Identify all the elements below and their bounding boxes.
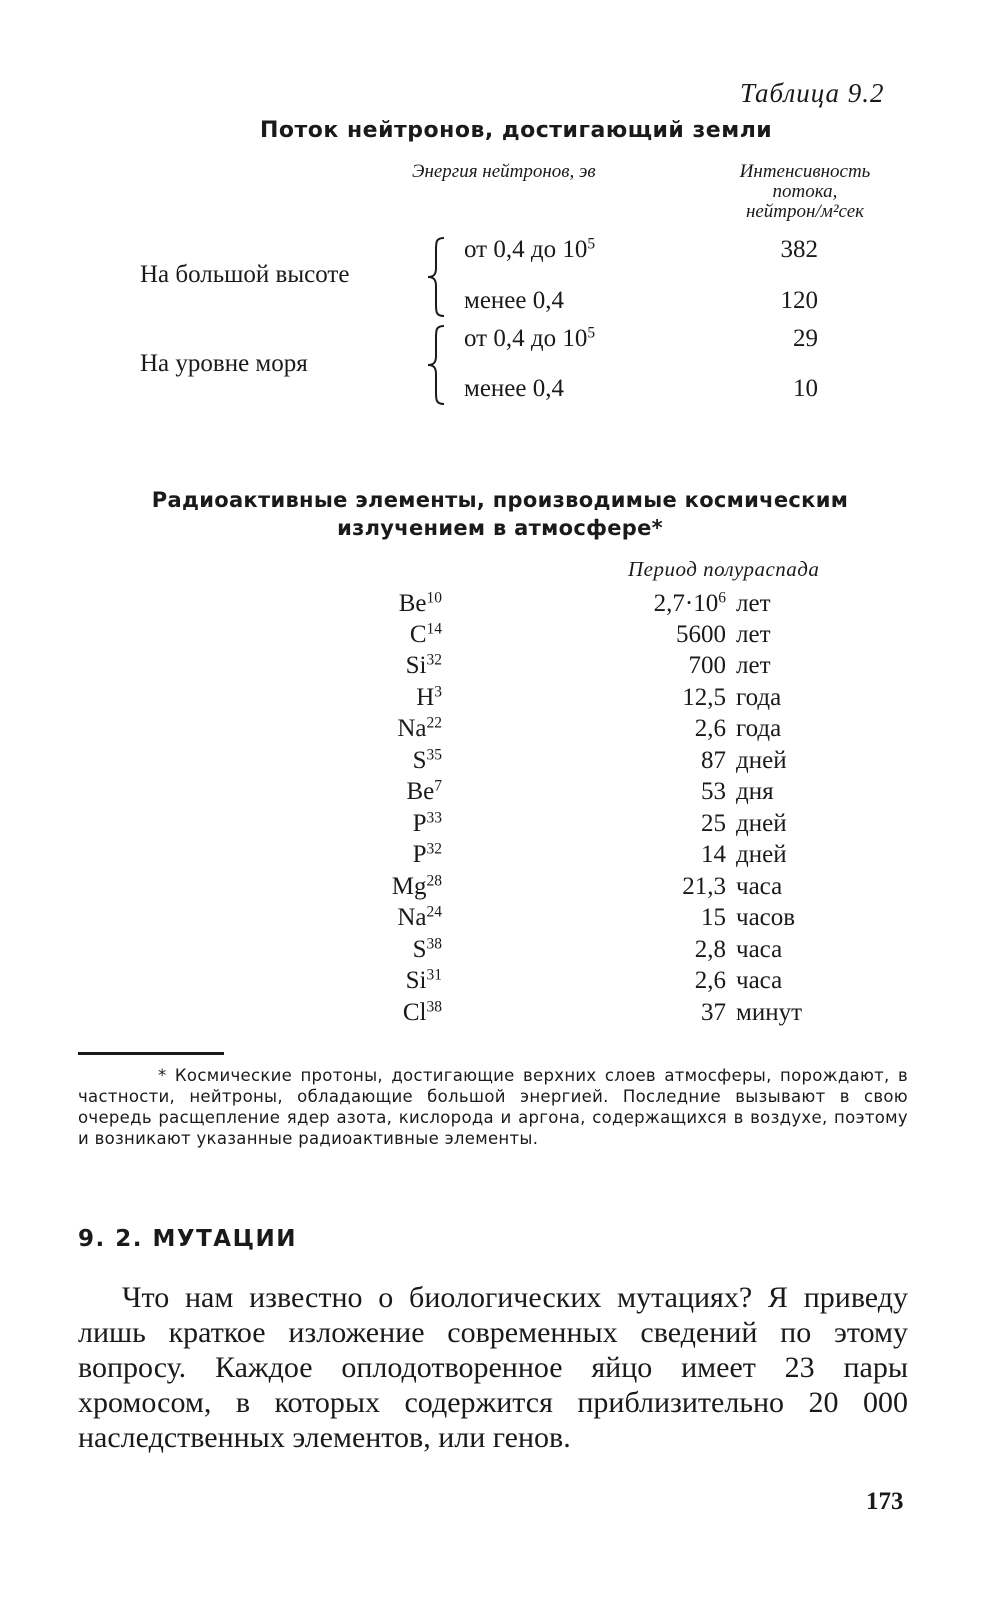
intensity-value: 29 [793,325,818,352]
isotope-symbol: $S^{38}$ [412,935,442,963]
body-paragraph [78,1280,908,1455]
halflife-value: $2,7\cdot 10^6$ [653,589,726,617]
halflife-unit: дня [736,778,774,805]
energy-range: менее 0,4 [464,375,564,402]
table-label: Таблица 9.2 [740,78,885,108]
halflife-value: 2,6 [694,715,726,742]
isotope-symbol: Be$^{10}$ [398,589,442,617]
isotope-symbol: Na$^{22}$ [397,714,442,742]
halflife-value: 53 [701,778,726,805]
halflife-value: 21,3 [682,873,726,900]
energy-range: от 0,4 до $10^5$ [464,324,596,352]
halflife-column-header: Период полураспада [628,557,820,581]
isotope-symbol: $P^{32}$ [412,840,442,868]
halflife-value: 25 [701,810,726,837]
isotope-symbol: Cl$^{38}$ [402,998,442,1026]
isotope-symbol: $P^{33}$ [412,809,442,837]
section-heading: 9. 2. МУТАЦИИ [78,1226,297,1252]
isotope-symbol: Na$^{24}$ [397,903,442,931]
halflife-value: 5600 [676,621,726,648]
energy-range: менее 0,4 [464,287,564,314]
isotope-symbol: Si$^{31}$ [405,966,442,994]
body-paragraph-text: Что нам известно о биологических мутациях? Я приведу лишь краткое изложение современных сведений по этому вопросу. Каждое оплодотворенное яйцо имеет 23 пары хромосом, в которых содержится приблизительно 20 000 наследственных элементов, или генов. [78,1281,908,1454]
intensity-value: 120 [780,287,818,314]
halflife-value: 12,5 [682,684,726,711]
energy-range: от 0,4 до $10^5$ [464,235,596,263]
isotope-symbol: Mg$^{28}$ [391,872,442,900]
intensity-value: 382 [780,236,818,263]
halflife-value: 37 [701,999,726,1026]
halflife-unit: дней [736,810,787,837]
section-title-radioactive: Радиоактивные элементы, производимые космическим излучением в атмосфере* [151,488,849,540]
isotope-symbol: Si$^{32}$ [405,651,442,679]
halflife-value: 2,8 [694,936,726,963]
halflife-unit: года [736,715,782,742]
isotope-symbol: $S^{35}$ [412,746,442,774]
halflife-value: 2,6 [694,967,726,994]
halflife-value: 14 [701,841,726,868]
halflife-unit: дней [736,841,787,868]
halflife-unit: часа [736,873,783,900]
intensity-column-header [720,162,890,222]
isotope-symbol: Be$^7$ [406,777,442,805]
isotope-symbol: $H^3$ [416,683,442,711]
intensity-value: 10 [793,375,818,402]
intensity-header-line: потока, [772,181,838,202]
halflife-unit: минут [736,999,803,1026]
table-title: Поток нейтронов, достигающий земли [260,118,773,143]
intensity-header-line: нейтрон/м²сек [745,201,865,222]
footnote-text [78,1065,908,1149]
halflife-unit: года [736,684,782,711]
halflife-unit: часов [736,904,796,931]
halflife-unit: лет [736,621,771,648]
halflife-value: 700 [688,652,726,679]
halflife-unit: часа [736,967,783,994]
page-number: 173 [866,1488,904,1515]
condition-label: На уровне моря [140,350,308,377]
condition-label: На большой высоте [140,261,350,288]
halflife-unit: часа [736,936,783,963]
halflife-value: 15 [701,904,726,931]
halflife-unit: лет [736,652,771,679]
curly-brace-icon [424,324,450,406]
halflife-unit: дней [736,747,787,774]
isotope-symbol: $C^{14}$ [409,620,442,648]
halflife-unit: лет [736,590,771,617]
footnote-divider [78,1052,224,1055]
curly-brace-icon [424,236,450,318]
intensity-header-line: Интенсивность [739,161,871,182]
energy-column-header: Энергия нейтронов, эв [412,161,596,182]
footnote-paragraph: * Космические протоны, достигающие верхних слоев атмосферы, порождают, в частности, нейтроны, обладающие большой энергией. Последние вызывают в свою очередь расщепление ядер азота, кислорода и аргона, содержащихся в воздухе, поэтому и возникают указанные радиоактивные элементы. [78,1066,908,1148]
halflife-value: 87 [701,747,726,774]
